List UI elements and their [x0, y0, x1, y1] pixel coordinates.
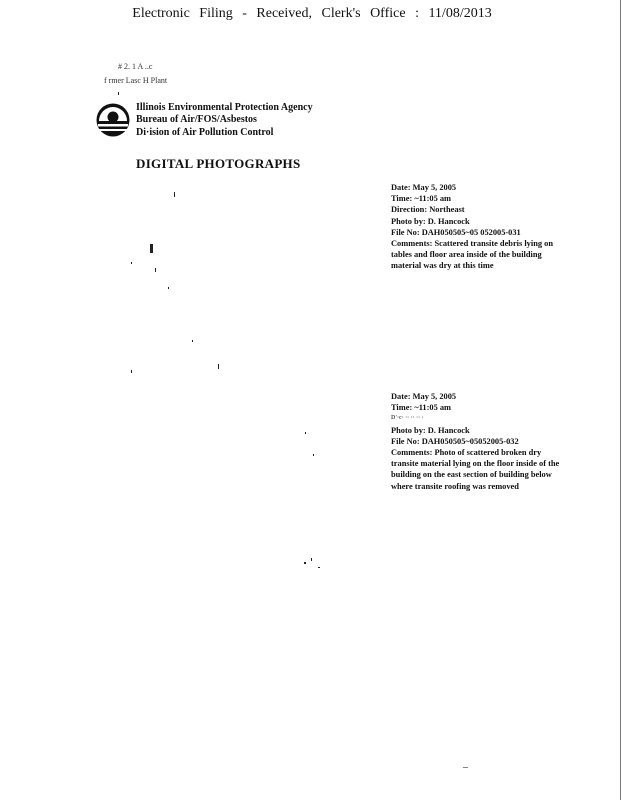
- scan-speck: [192, 340, 193, 342]
- footer-mark: –: [463, 762, 468, 773]
- scan-speck: [118, 92, 119, 95]
- scan-speck: [131, 262, 132, 264]
- photo1-direction: Direction: Northeast: [391, 205, 465, 215]
- case-reference-line1: # 2. 1 A ..c: [118, 62, 153, 71]
- page-title: DIGITAL PHOTOGRAPHS: [136, 156, 301, 171]
- scan-speck: [131, 370, 132, 373]
- photo2-time: Time: ~11:05 am: [391, 403, 452, 413]
- photo1-comments-line: Comments: Scattered transite debris lying on: [391, 239, 553, 249]
- agency-bureau: Bureau of Air/FOS/Asbestos: [136, 114, 257, 125]
- scan-speck: [311, 558, 312, 561]
- photo1-metadata: [391, 182, 553, 272]
- scan-speck: [168, 287, 169, 289]
- photo2-comments-line: transite material lying on the floor inside of the: [391, 459, 560, 469]
- photo2-direction: D'·c· ·· ·· ·· ·: [391, 415, 424, 422]
- scan-speck: [318, 567, 320, 568]
- photo1-comments-line: tables and floor area inside of the building: [391, 250, 542, 260]
- scan-speck: [174, 192, 175, 197]
- photo1-photographer: Photo by: D. Hancock: [391, 216, 470, 226]
- photo1-file-no: File No: DAH050505~05 052005-031: [391, 227, 521, 237]
- photo2-photographer: Photo by: D. Hancock: [391, 425, 470, 435]
- photo1-comments-line: material was dry at this time: [391, 261, 494, 271]
- filing-header-stamp: Electronic Filing - Received, Clerk's Office : 11/08/2013: [132, 6, 492, 21]
- agency-division: Di·ision of Air Pollution Control: [136, 127, 274, 138]
- scan-edge-line: [620, 0, 621, 800]
- scan-speck: [218, 364, 219, 369]
- photo2-metadata: [391, 391, 559, 492]
- scan-speck: [305, 432, 306, 434]
- scan-speck: [304, 562, 306, 564]
- photo2-file-no: File No: DAH050505~05052005-032: [391, 436, 519, 446]
- case-reference-line2: f rmer Lasc H Plant: [104, 76, 168, 85]
- photo2-comments-line: building on the east section of building below: [391, 470, 552, 480]
- photo2-date: Date: May 5, 2005: [391, 392, 457, 401]
- photo1-time: Time: ~11:05 am: [391, 194, 452, 204]
- scan-speck: [313, 454, 314, 456]
- scan-speck: [155, 268, 156, 272]
- photo2-comments-line: Comments: Photo of scattered broken dry: [391, 448, 542, 458]
- scan-speck: [150, 244, 153, 253]
- agency-name: Illinois Environmental Protection Agency: [136, 102, 313, 113]
- photo2-comments-line: where transite roofing was removed: [391, 481, 519, 491]
- iepa-logo-icon: [95, 102, 131, 143]
- photo1-date: Date: May 5, 2005: [391, 183, 457, 192]
